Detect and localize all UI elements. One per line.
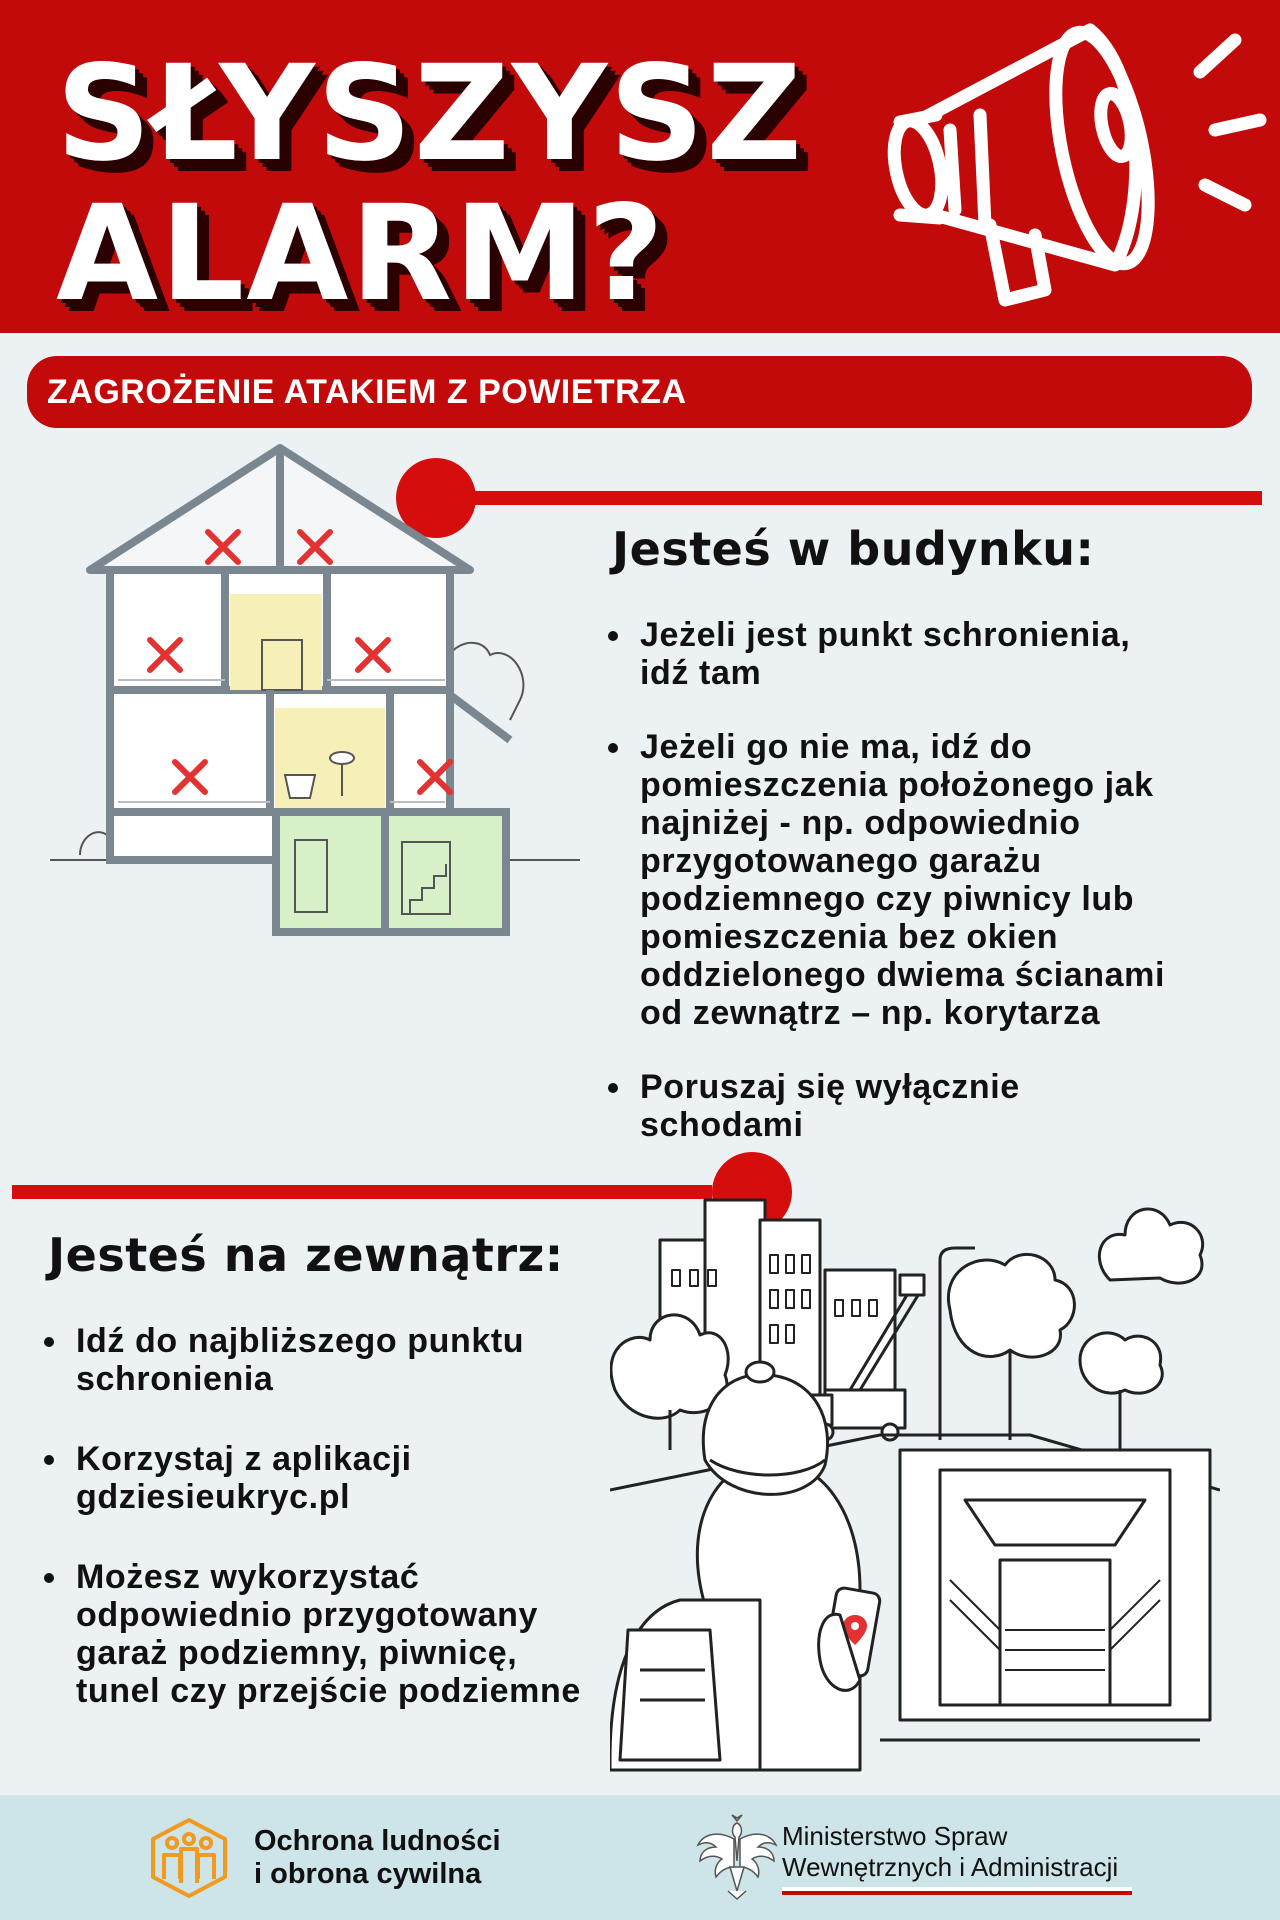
header-banner bbox=[0, 0, 1280, 333]
inside-list bbox=[604, 616, 1264, 1180]
footer bbox=[0, 1795, 1280, 1920]
street-shelter-illustration bbox=[610, 1160, 1220, 1780]
list-item: Jeżeli go nie ma, idź do pomieszczenia położonego jak najniżej - np. odpowiednio przygotowanego garażu podziemnego czy piwnicy lub pomieszczenia bez okien oddzielonego dwiema ścianami od zewnątrz – np. korytarza bbox=[604, 728, 1264, 1032]
megaphone-icon bbox=[840, 10, 1270, 330]
list-item: Korzystaj z aplikacji gdziesieukryc.pl bbox=[40, 1440, 640, 1516]
house-cross-section-illustration bbox=[40, 440, 600, 1000]
threat-banner-label: ZAGROŻENIE ATAKIEM Z POWIETRZA bbox=[47, 373, 687, 411]
polish-eagle-emblem bbox=[694, 1811, 780, 1903]
title-line-2: ALARM? bbox=[56, 177, 666, 331]
ministry-name: Ministerstwo Spraw Wewnętrznych i Administracji bbox=[782, 1821, 1119, 1882]
outside-heading: Jesteś na zewnątrz: bbox=[48, 1228, 564, 1282]
list-item: Idź do najbliższego punktu schronienia bbox=[40, 1322, 640, 1398]
inside-heading: Jesteś w budynku: bbox=[612, 522, 1095, 576]
civil-defense-logo bbox=[148, 1817, 230, 1899]
threat-banner bbox=[27, 356, 1252, 428]
flag-stripe bbox=[782, 1891, 1132, 1895]
list-item: Możesz wykorzystać odpowiednio przygotowany garaż podziemny, piwnicę, tunel czy przejście podziemne bbox=[40, 1558, 640, 1710]
civil-defense-name: Ochrona ludności i obrona cywilna bbox=[254, 1825, 501, 1890]
outside-list bbox=[40, 1322, 640, 1746]
section-divider-line bbox=[12, 1185, 712, 1199]
title-line-1: SŁYSZYSZ bbox=[56, 37, 804, 191]
list-item: Jeżeli jest punkt schronienia, idź tam bbox=[604, 616, 1264, 692]
list-item: Poruszaj się wyłącznie schodami bbox=[604, 1068, 1264, 1144]
